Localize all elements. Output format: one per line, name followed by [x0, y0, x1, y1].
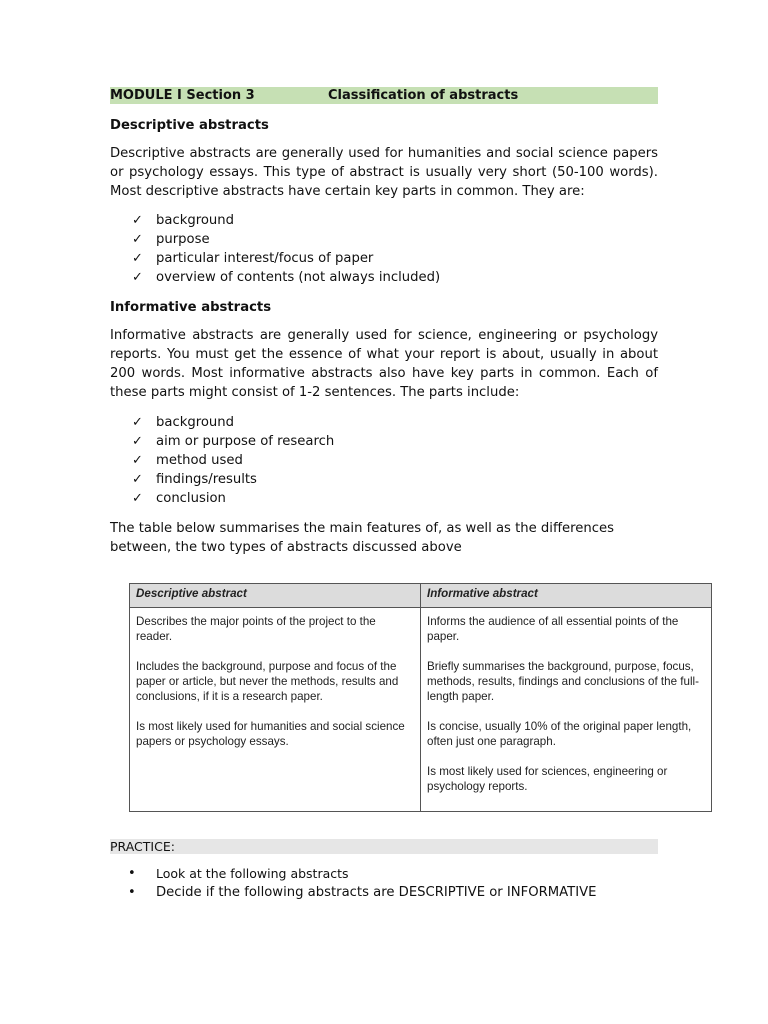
list-item: ✓ conclusion	[132, 491, 226, 506]
informative-list	[110, 413, 334, 508]
cell-paragraph: Includes the background, purpose and focus of the paper or article, but never the methods, results and conclusions, if it is a research paper.	[136, 660, 399, 703]
list-item: ✓ aim or purpose of research	[132, 434, 335, 449]
checkmark-icon: ✓	[132, 251, 143, 266]
checkmark-icon: ✓	[132, 270, 143, 285]
informative-heading: Informative abstracts	[110, 300, 272, 315]
bullet-icon: •	[128, 866, 136, 881]
cell-paragraph: Is most likely used for sciences, engineering or psychology reports.	[427, 765, 668, 793]
section-header-bar	[110, 87, 658, 104]
practice-label: PRACTICE:	[110, 839, 175, 854]
cell-paragraph: Describes the major points of the project to the reader.	[136, 615, 376, 643]
table-intro-text: The table below summarises the main features of, as well as the differences between, the two types of abstracts discussed above	[110, 521, 614, 555]
column-header-informative: Informative abstract	[421, 584, 712, 608]
list-item: • Look at the following abstracts	[128, 866, 349, 881]
list-item: ✓ purpose	[132, 232, 210, 247]
list-item: ✓ method used	[132, 453, 243, 468]
list-item: ✓ overview of contents (not always included)	[132, 270, 441, 285]
list-item: ✓ findings/results	[132, 472, 257, 487]
list-item: ✓ particular interest/focus of paper	[132, 251, 374, 266]
section-title: Classification of abstracts	[328, 88, 519, 103]
table-header-row	[130, 584, 712, 608]
descriptive-list	[110, 211, 440, 287]
descriptive-paragraph: Descriptive abstracts are generally used for humanities and social science papers or psychology essays. This type of abstract is usually very short (50-100 words). Most descriptive abstracts have certain key parts in common. They are:	[110, 146, 658, 199]
table-row	[130, 608, 712, 812]
checkmark-icon: ✓	[132, 472, 143, 487]
column-header-descriptive: Descriptive abstract	[130, 584, 421, 608]
informative-paragraph: Informative abstracts are generally used for science, engineering or psychology reports. You must get the essence of what your report is about, usually in about 200 words. Most informative abstracts also have key parts in common. Each of these parts might consist of 1-2 sentences. The parts include:	[110, 328, 658, 400]
descriptive-cell	[130, 608, 421, 812]
practice-list	[110, 864, 596, 902]
cell-paragraph: Briefly summarises the background, purpose, focus, methods, results, findings and conclusions of the full-length paper.	[427, 660, 699, 703]
checkmark-icon: ✓	[132, 213, 143, 228]
checkmark-icon: ✓	[132, 232, 143, 247]
checkmark-icon: ✓	[132, 415, 143, 430]
comparison-table	[129, 583, 712, 812]
checkmark-icon: ✓	[132, 491, 143, 506]
checkmark-icon: ✓	[132, 434, 143, 449]
cell-paragraph: Is most likely used for humanities and social science papers or psychology essays.	[136, 720, 405, 748]
informative-cell	[421, 608, 712, 812]
list-item: ✓ background	[132, 415, 234, 430]
practice-bar	[110, 839, 658, 854]
module-label: MODULE I Section 3	[110, 88, 255, 103]
list-item: • Decide if the following abstracts are DESCRIPTIVE or INFORMATIVE	[128, 885, 597, 900]
descriptive-heading: Descriptive abstracts	[110, 118, 269, 133]
bullet-icon: •	[128, 885, 136, 900]
checkmark-icon: ✓	[132, 453, 143, 468]
cell-paragraph: Informs the audience of all essential points of the paper.	[427, 615, 679, 643]
list-item: ✓ background	[132, 213, 234, 228]
cell-paragraph: Is concise, usually 10% of the original paper length, often just one paragraph.	[427, 720, 692, 748]
